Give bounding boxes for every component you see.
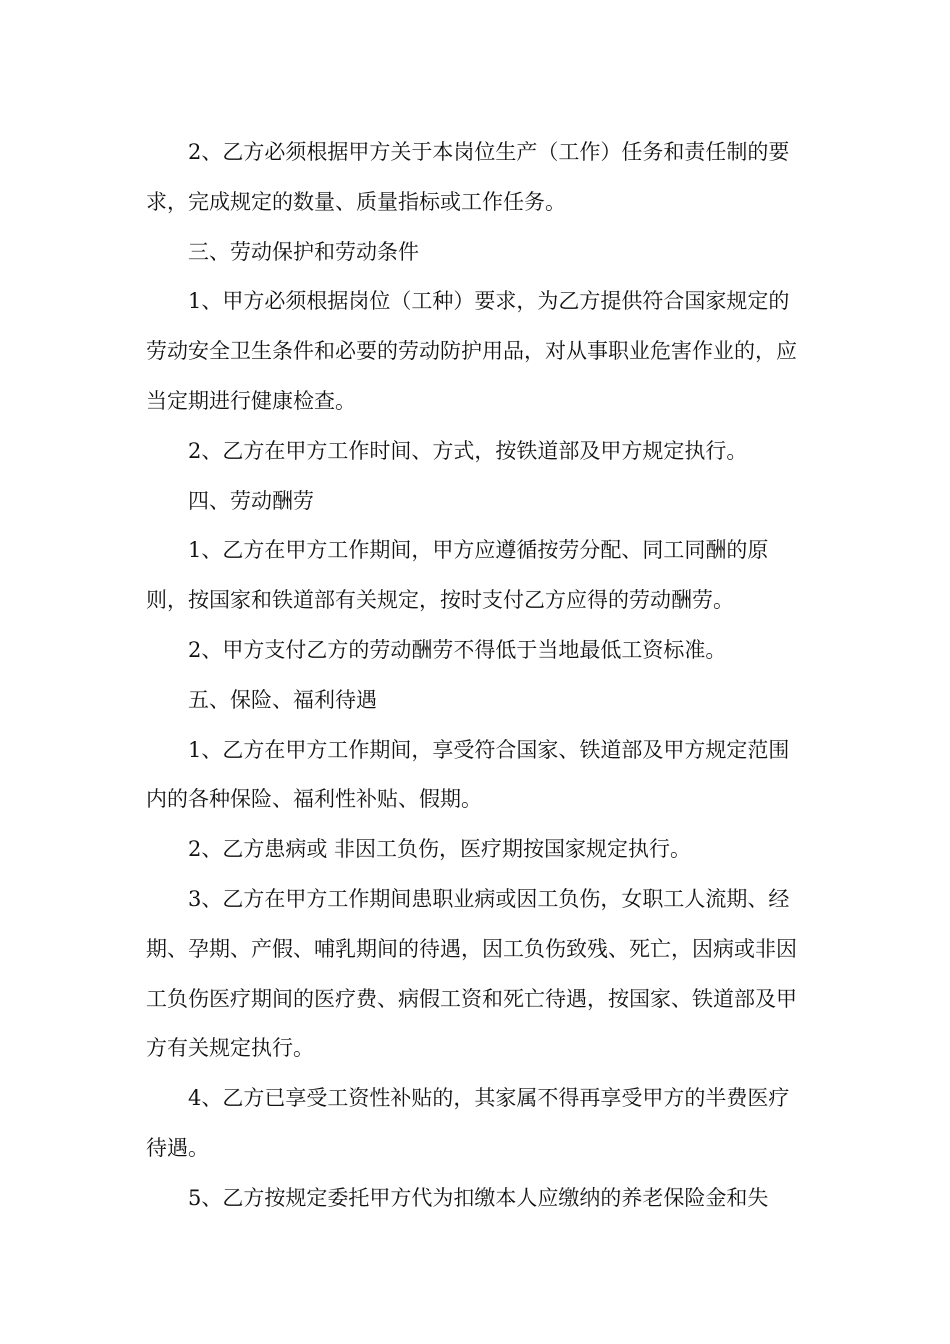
section-heading-insurance-welfare: 五、保险、福利待遇 <box>188 687 377 712</box>
clause-2-working-time: 2、乙方在甲方工作时间、方式，按铁道部及甲方规定执行。 <box>188 438 748 463</box>
section-heading-remuneration: 四、劳动酬劳 <box>188 488 314 513</box>
clause-2-minimum-wage: 2、甲方支付乙方的劳动酬劳不得低于当地最低工资标准。 <box>188 637 727 662</box>
clause-3-injury-treatment: 3、乙方在甲方工作期间患职业病或因工负伤，女职工人流期、经期、孕期、产假、哺乳期间的待遇，因工负伤致残、死亡，因病或非因工负伤医疗期间的医疗费、病假工资和死亡待遇，按国家、铁道部及甲方有关规定执行。 <box>146 886 797 1061</box>
clause-5-pension-deduction: 5、乙方按规定委托甲方代为扣缴本人应缴纳的养老保险金和失 <box>188 1185 769 1210</box>
clause-4-family-medical: 4、乙方已享受工资性补贴的，其家属不得再享受甲方的半费医疗待遇。 <box>146 1086 790 1160</box>
clause-1-insurance-benefits: 1、乙方在甲方工作期间，享受符合国家、铁道部及甲方规定范围内的各种保险、福利性补贴、假期。 <box>146 737 790 812</box>
clause-1-safety-conditions: 1、甲方必须根据岗位（工种）要求，为乙方提供符合国家规定的劳动安全卫生条件和必要的劳动防护用品，对从事职业危害作业的，应当定期进行健康检查。 <box>146 289 797 413</box>
document-body <box>146 128 810 1224</box>
clause-1-pay-principle: 1、乙方在甲方工作期间，甲方应遵循按劳分配、同工同酬的原则，按国家和铁道部有关规定，按时支付乙方应得的劳动酬劳。 <box>146 538 769 613</box>
section-heading-labor-protection: 三、劳动保护和劳动条件 <box>188 239 419 264</box>
clause-2-duties: 2、乙方必须根据甲方关于本岗位生产（工作）任务和责任制的要求，完成规定的数量、质量指标或工作任务。 <box>146 140 790 214</box>
clause-2-sick-leave: 2、乙方患病或 非因工负伤，医疗期按国家规定执行。 <box>188 837 692 862</box>
